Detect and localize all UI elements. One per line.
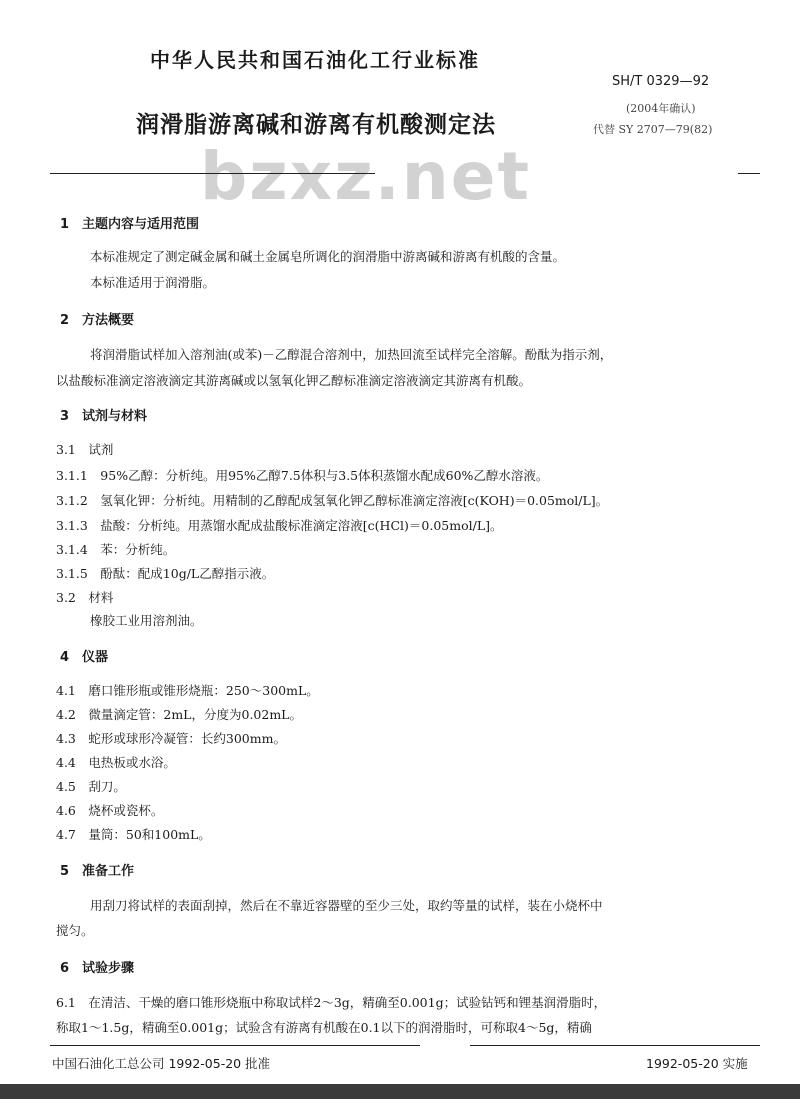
standard-number: SH/T 0329—92	[612, 74, 710, 89]
implementation-date: 1992-05-20 实施	[646, 1056, 748, 1071]
scan-bottom-border	[0, 1084, 800, 1099]
section-5-heading: 5 准备工作	[60, 864, 135, 879]
item-4-3: 4.3 蛇形或球形冷凝管：长约300mm。	[56, 731, 286, 746]
header-rule-left	[50, 173, 375, 174]
item-4-5: 4.5 刮刀。	[56, 779, 126, 794]
item-3-2-text: 橡胶工业用溶剂油。	[90, 613, 203, 628]
section-6-line-2: 称取1～1.5g，精确至0.001g；试验含有游离有机酸在0.1以下的润滑脂时，可称取4～5g，精确	[56, 1020, 592, 1035]
item-4-6: 4.6 烧杯或瓷杯。	[56, 803, 164, 818]
section-5-line-2: 搅匀。	[56, 923, 94, 938]
item-4-7: 4.7 量筒：50和100mL。	[56, 827, 211, 842]
replaced-standard: 代替 SY 2707—79(82)	[593, 123, 713, 136]
item-3-1-5: 3.1.5 酚酞：配成10g/L乙醇指示液。	[56, 566, 275, 581]
section-1-paragraph-1: 本标准规定了测定碱金属和碱土金属皂所调化的润滑脂中游离碱和游离有机酸的含量。	[90, 249, 566, 264]
section-1-heading: 1 主题内容与适用范围	[60, 217, 200, 232]
section-4-heading: 4 仪器	[60, 650, 109, 665]
item-4-4: 4.4 电热板或水浴。	[56, 755, 176, 770]
item-3-1-1: 3.1.1 95%乙醇：分析纯。用95%乙醇7.5体积与3.5体积蒸馏水配成60%乙醇水溶液。	[56, 468, 549, 483]
item-3-1-2: 3.1.2 氢氧化钾：分析纯。用精制的乙醇配成氢氧化钾乙醇标准滴定溶液[c(KOH)＝0.05mol/L]。	[56, 493, 609, 508]
item-3-1-3: 3.1.3 盐酸：分析纯。用蒸馏水配成盐酸标准滴定溶液[c(HCl)＝0.05mol/L]。	[56, 518, 503, 533]
section-6-line-1: 6.1 在清洁、干燥的磨口锥形烧瓶中称取试样2～3g，精确至0.001g；试验钻钙和锂基润滑脂时，	[56, 995, 607, 1010]
item-3-1: 3.1 试剂	[56, 442, 114, 457]
industry-standard-label: 中华人民共和国石油化工行业标准	[150, 48, 480, 72]
section-2-line-1: 将润滑脂试样加入溶剂油(或苯)－乙醇混合溶剂中，加热回流至试样完全溶解。酚酞为指示剂，	[90, 347, 613, 362]
section-3-heading: 3 试剂与材料	[60, 409, 148, 424]
footer-rule-left	[50, 1045, 420, 1046]
document-title: 润滑脂游离碱和游离有机酸测定法	[136, 112, 496, 138]
item-4-2: 4.2 微量滴定管：2mL，分度为0.02mL。	[56, 707, 302, 722]
section-1-paragraph-2: 本标准适用于润滑脂。	[90, 275, 216, 290]
section-6-heading: 6 试验步骤	[60, 961, 135, 976]
section-2-line-2: 以盐酸标准滴定溶液滴定其游离碱或以氢氧化钾乙醇标准滴定溶液滴定其游离有机酸。	[56, 373, 532, 388]
item-3-2: 3.2 材料	[56, 590, 114, 605]
item-3-1-4: 3.1.4 苯：分析纯。	[56, 542, 176, 557]
watermark: bzxz.net	[200, 138, 532, 215]
item-4-1: 4.1 磨口锥形瓶或锥形烧瓶：250～300mL。	[56, 683, 319, 698]
section-2-heading: 2 方法概要	[60, 313, 135, 328]
approval-line: 中国石油化工总公司 1992-05-20 批准	[52, 1056, 271, 1071]
section-5-line-1: 用刮刀将试样的表面刮掉，然后在不靠近容器壁的至少三处，取约等量的试样，装在小烧杯中	[90, 898, 603, 913]
header-rule-right	[738, 173, 760, 174]
footer-rule-right	[470, 1045, 760, 1046]
confirmation-year: (2004年确认)	[626, 102, 696, 115]
